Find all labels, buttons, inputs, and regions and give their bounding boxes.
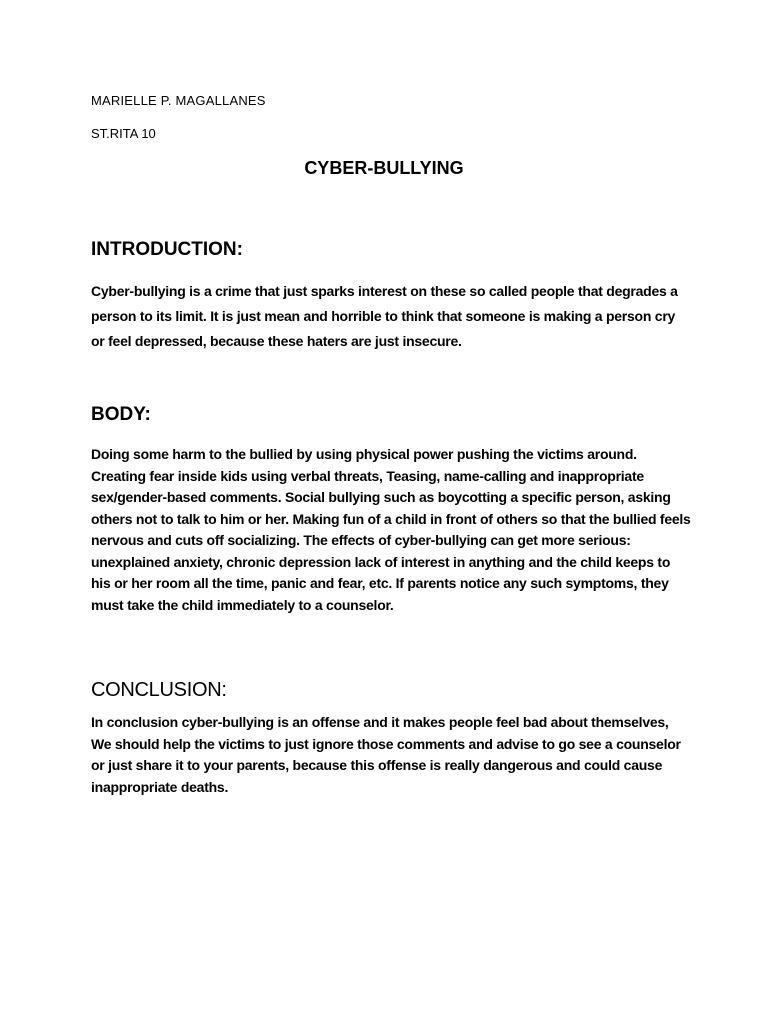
document-title: CYBER-BULLYING [304, 158, 464, 178]
author-name: MARIELLE P. MAGALLANES [91, 93, 266, 108]
conclusion-paragraph: In conclusion cyber-bullying is an offense and it makes people feel bad about themselves, We should help the victims to just ignore those comments and advise to go see a counselor or just share it to your parents, because this offense is really dangerous and could cause inappropriate deaths. [91, 714, 681, 795]
conclusion-heading: CONCLUSION: [91, 679, 227, 701]
introduction-paragraph: Cyber-bullying is a crime that just sparks interest on these so called people that degrades a person to its limit. It is just mean and horrible to think that someone is making a person cry or feel depressed, because these haters are just insecure. [91, 283, 678, 349]
body-heading: BODY: [91, 404, 151, 425]
class-section: ST.RITA 10 [91, 126, 156, 141]
introduction-heading: INTRODUCTION: [91, 239, 243, 260]
body-paragraph: Doing some harm to the bullied by using physical power pushing the victims around. Creating fear inside kids using verbal threats, Teasing, name-calling and inappropriate sex/gender-based comments. Social bullying such as boycotting a specific person, asking others not to talk to him or her. Making fun of a child in front of others so that the bullied feels nervous and cuts off socializing. The effects of cyber-bullying can get more serious: unexplained anxiety, chronic depression lack of interest in anything and the child keeps to his or her room all the time, panic and fear, etc. If parents notice any such symptoms, they must take the child immediately to a counselor. [91, 446, 691, 613]
